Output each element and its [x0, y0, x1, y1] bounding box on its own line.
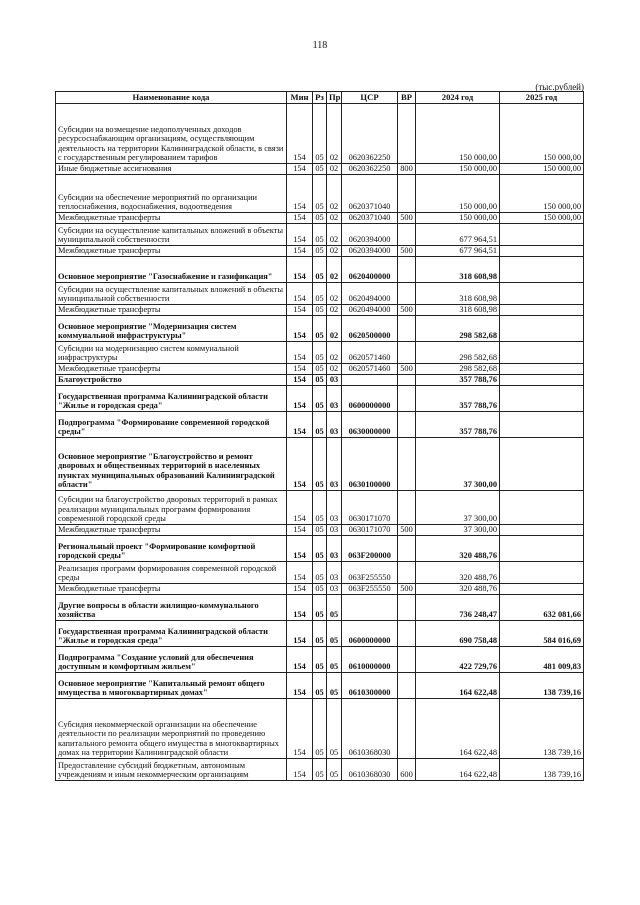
row-csr-cell: 0620362250 — [342, 104, 398, 164]
row-name-cell: Государственная программа Калининградской области "Жилье и городская среда" — [56, 386, 287, 412]
row-pr-cell: 05 — [327, 621, 342, 647]
row-pr-cell: 03 — [327, 584, 342, 595]
row-2025-cell: 584 016,69 — [500, 621, 584, 647]
row-2024-cell: 677 964,51 — [416, 224, 500, 246]
row-csr-cell: 0620494000 — [342, 305, 398, 316]
row-csr-cell: 0600000000 — [342, 621, 398, 647]
row-vr-cell — [398, 257, 416, 283]
row-min-cell: 154 — [287, 104, 313, 164]
row-min-cell: 154 — [287, 621, 313, 647]
row-csr-cell: 0610000000 — [342, 647, 398, 673]
table-row — [56, 699, 584, 759]
row-pr-cell: 05 — [327, 759, 342, 781]
row-rz-cell: 05 — [313, 584, 327, 595]
row-vr-cell: 500 — [398, 213, 416, 224]
row-rz-cell: 05 — [313, 525, 327, 536]
row-2025-cell — [500, 491, 584, 525]
row-2025-cell: 632 081,66 — [500, 595, 584, 621]
row-csr-cell: 0620371040 — [342, 213, 398, 224]
table-row — [56, 224, 584, 246]
row-min-cell: 154 — [287, 342, 313, 364]
row-name-cell: Субсидии на модернизацию систем коммунальной инфраструктуры — [56, 342, 287, 364]
row-csr-cell: 0600000000 — [342, 386, 398, 412]
row-vr-cell: 800 — [398, 164, 416, 175]
row-min-cell: 154 — [287, 562, 313, 584]
row-pr-cell: 05 — [327, 595, 342, 621]
row-2025-cell — [500, 536, 584, 562]
row-csr-cell — [342, 595, 398, 621]
table-row — [56, 213, 584, 224]
row-min-cell: 154 — [287, 257, 313, 283]
row-csr-cell: 0620394000 — [342, 224, 398, 246]
header-csr: ЦСР — [342, 92, 398, 104]
row-2024-cell: 357 788,76 — [416, 375, 500, 386]
row-rz-cell: 05 — [313, 673, 327, 699]
row-csr-cell: 0630171070 — [342, 525, 398, 536]
row-csr-cell: 0630171070 — [342, 491, 398, 525]
row-min-cell: 154 — [287, 647, 313, 673]
row-pr-cell: 02 — [327, 104, 342, 164]
row-2024-cell: 357 788,76 — [416, 386, 500, 412]
row-name-cell: Другие вопросы в области жилищно-коммунального хозяйства — [56, 595, 287, 621]
row-2025-cell — [500, 257, 584, 283]
row-vr-cell — [398, 283, 416, 305]
row-csr-cell: 0620500000 — [342, 316, 398, 342]
row-rz-cell: 05 — [313, 412, 327, 438]
row-min-cell: 154 — [287, 175, 313, 213]
row-rz-cell: 05 — [313, 759, 327, 781]
row-2025-cell: 150 000,00 — [500, 164, 584, 175]
row-2024-cell: 37 300,00 — [416, 438, 500, 491]
row-2024-cell: 37 300,00 — [416, 491, 500, 525]
row-min-cell: 154 — [287, 213, 313, 224]
row-min-cell: 154 — [287, 364, 313, 375]
row-2024-cell: 150 000,00 — [416, 175, 500, 213]
table-row — [56, 412, 584, 438]
row-csr-cell: 0620362250 — [342, 164, 398, 175]
row-2025-cell — [500, 364, 584, 375]
table-body — [56, 104, 584, 781]
row-csr-cell: 0630100000 — [342, 438, 398, 491]
row-min-cell: 154 — [287, 759, 313, 781]
row-csr-cell: 0630000000 — [342, 412, 398, 438]
row-csr-cell: 0610368030 — [342, 699, 398, 759]
table-row — [56, 673, 584, 699]
row-vr-cell — [398, 621, 416, 647]
table-row — [56, 246, 584, 257]
row-2024-cell: 320 488,76 — [416, 562, 500, 584]
row-name-cell: Субсидия некоммерческой организации на обеспечение деятельности по реализации мероприятий по проведению капитального ремонта общего имущества в многоквартирных домах на территории Калининградской области — [56, 699, 287, 759]
row-pr-cell: 02 — [327, 164, 342, 175]
table-row — [56, 104, 584, 164]
row-min-cell: 154 — [287, 595, 313, 621]
row-name-cell: Межбюджетные трансферты — [56, 525, 287, 536]
row-pr-cell: 02 — [327, 316, 342, 342]
table-row — [56, 316, 584, 342]
row-name-cell: Субсидии на обеспечение мероприятий по организации теплоснабжения, водоснабжения, водоотведения — [56, 175, 287, 213]
row-name-cell: Межбюджетные трансферты — [56, 246, 287, 257]
row-vr-cell — [398, 316, 416, 342]
row-2025-cell: 150 000,00 — [500, 213, 584, 224]
header-name: Наименование кода — [56, 92, 287, 104]
table-header-row — [56, 92, 584, 104]
row-2025-cell — [500, 386, 584, 412]
header-2025: 2025 год — [500, 92, 584, 104]
row-pr-cell: 02 — [327, 283, 342, 305]
row-vr-cell — [398, 595, 416, 621]
row-csr-cell: 063F255550 — [342, 562, 398, 584]
row-vr-cell — [398, 104, 416, 164]
row-rz-cell: 05 — [313, 224, 327, 246]
row-2025-cell — [500, 224, 584, 246]
table-row — [56, 342, 584, 364]
row-min-cell: 154 — [287, 246, 313, 257]
row-2025-cell — [500, 305, 584, 316]
row-rz-cell: 05 — [313, 647, 327, 673]
row-pr-cell: 02 — [327, 224, 342, 246]
row-name-cell: Субсидии на осуществление капитальных вложений в объекты муниципальной собственности — [56, 224, 287, 246]
row-vr-cell — [398, 491, 416, 525]
row-name-cell: Реализация программ формирования современной городской среды — [56, 562, 287, 584]
row-csr-cell: 063F200000 — [342, 536, 398, 562]
row-min-cell: 154 — [287, 699, 313, 759]
row-vr-cell — [398, 386, 416, 412]
table-row — [56, 525, 584, 536]
row-2025-cell — [500, 584, 584, 595]
header-rz: Рз — [313, 92, 327, 104]
row-rz-cell: 05 — [313, 595, 327, 621]
row-csr-cell: 0620400000 — [342, 257, 398, 283]
header-pr: Пр — [327, 92, 342, 104]
row-vr-cell — [398, 224, 416, 246]
row-2024-cell: 164 622,48 — [416, 699, 500, 759]
row-min-cell: 154 — [287, 224, 313, 246]
row-rz-cell: 05 — [313, 213, 327, 224]
row-name-cell: Межбюджетные трансферты — [56, 213, 287, 224]
row-name-cell: Подпрограмма "Создание условий для обеспечения доступным и комфортным жильем" — [56, 647, 287, 673]
row-name-cell: Субсидии на осуществление капитальных вложений в объекты муниципальной собственности — [56, 283, 287, 305]
row-rz-cell: 05 — [313, 283, 327, 305]
row-rz-cell: 05 — [313, 491, 327, 525]
table-row — [56, 386, 584, 412]
row-2024-cell: 318 608,98 — [416, 257, 500, 283]
row-pr-cell: 05 — [327, 673, 342, 699]
row-2024-cell: 150 000,00 — [416, 104, 500, 164]
row-vr-cell — [398, 562, 416, 584]
row-min-cell: 154 — [287, 164, 313, 175]
row-min-cell: 154 — [287, 412, 313, 438]
row-name-cell: Субсидии на благоустройство дворовых территорий в рамках реализации муниципальных программ формирования современной городской среды — [56, 491, 287, 525]
row-name-cell: Подпрограмма "Формирование современной городской среды" — [56, 412, 287, 438]
table-row — [56, 595, 584, 621]
page-number: 118 — [312, 40, 328, 51]
row-name-cell: Предоставление субсидий бюджетным, автономным учреждениям и иным некоммерческим организациям — [56, 759, 287, 781]
row-2025-cell: 138 739,16 — [500, 673, 584, 699]
row-name-cell: Основное мероприятие "Капитальный ремонт общего имущества в многоквартирных домах" — [56, 673, 287, 699]
row-2024-cell: 164 622,48 — [416, 759, 500, 781]
row-pr-cell: 02 — [327, 305, 342, 316]
header-min: Мин — [287, 92, 313, 104]
table-row — [56, 375, 584, 386]
row-csr-cell: 0610300000 — [342, 673, 398, 699]
row-name-cell: Государственная программа Калининградской области "Жилье и городская среда" — [56, 621, 287, 647]
row-2025-cell: 150 000,00 — [500, 104, 584, 164]
row-rz-cell: 05 — [313, 364, 327, 375]
table-row — [56, 536, 584, 562]
row-2025-cell: 138 739,16 — [500, 759, 584, 781]
row-name-cell: Межбюджетные трансферты — [56, 305, 287, 316]
table-row — [56, 175, 584, 213]
table-row — [56, 759, 584, 781]
header-2024: 2024 год — [416, 92, 500, 104]
row-vr-cell — [398, 412, 416, 438]
row-rz-cell: 05 — [313, 246, 327, 257]
row-vr-cell: 500 — [398, 305, 416, 316]
row-min-cell: 154 — [287, 491, 313, 525]
row-rz-cell: 05 — [313, 375, 327, 386]
row-name-cell: Иные бюджетные ассигнования — [56, 164, 287, 175]
row-2025-cell — [500, 246, 584, 257]
row-name-cell: Региональный проект "Формирование комфортной городской среды" — [56, 536, 287, 562]
row-csr-cell: 0620571460 — [342, 364, 398, 375]
row-rz-cell: 05 — [313, 536, 327, 562]
row-2025-cell: 138 739,16 — [500, 699, 584, 759]
row-rz-cell: 05 — [313, 316, 327, 342]
table-row — [56, 305, 584, 316]
row-pr-cell: 03 — [327, 536, 342, 562]
row-rz-cell: 05 — [313, 305, 327, 316]
row-rz-cell: 05 — [313, 621, 327, 647]
row-name-cell: Основное мероприятие "Газоснабжение и газификация" — [56, 257, 287, 283]
row-csr-cell: 0620571460 — [342, 342, 398, 364]
row-2024-cell: 677 964,51 — [416, 246, 500, 257]
row-vr-cell: 500 — [398, 246, 416, 257]
table-row — [56, 491, 584, 525]
row-vr-cell — [398, 175, 416, 213]
row-vr-cell — [398, 647, 416, 673]
row-name-cell: Межбюджетные трансферты — [56, 584, 287, 595]
row-vr-cell: 600 — [398, 759, 416, 781]
row-vr-cell: 500 — [398, 364, 416, 375]
row-vr-cell — [398, 375, 416, 386]
row-name-cell: Благоустройство — [56, 375, 287, 386]
row-2024-cell: 422 729,76 — [416, 647, 500, 673]
row-2024-cell: 736 248,47 — [416, 595, 500, 621]
row-pr-cell: 02 — [327, 342, 342, 364]
table-row — [56, 647, 584, 673]
row-2025-cell — [500, 375, 584, 386]
row-vr-cell — [398, 673, 416, 699]
row-csr-cell: 0610368030 — [342, 759, 398, 781]
row-vr-cell — [398, 342, 416, 364]
budget-table — [55, 91, 584, 781]
row-rz-cell: 05 — [313, 164, 327, 175]
row-vr-cell: 500 — [398, 584, 416, 595]
row-csr-cell: 0620394000 — [342, 246, 398, 257]
table-row — [56, 621, 584, 647]
row-pr-cell: 02 — [327, 213, 342, 224]
row-2025-cell — [500, 316, 584, 342]
row-min-cell: 154 — [287, 305, 313, 316]
table-row — [56, 364, 584, 375]
row-rz-cell: 05 — [313, 175, 327, 213]
table-row — [56, 164, 584, 175]
row-pr-cell: 03 — [327, 386, 342, 412]
row-pr-cell: 03 — [327, 412, 342, 438]
row-2024-cell: 318 608,98 — [416, 305, 500, 316]
row-rz-cell: 05 — [313, 342, 327, 364]
row-name-cell: Основное мероприятие "Модернизация систем коммунальной инфраструктуры" — [56, 316, 287, 342]
row-2025-cell — [500, 525, 584, 536]
row-min-cell: 154 — [287, 283, 313, 305]
row-2024-cell: 150 000,00 — [416, 213, 500, 224]
table-row — [56, 584, 584, 595]
row-2025-cell — [500, 342, 584, 364]
row-csr-cell: 063F255550 — [342, 584, 398, 595]
row-pr-cell: 05 — [327, 699, 342, 759]
row-rz-cell: 05 — [313, 438, 327, 491]
row-2024-cell: 320 488,76 — [416, 536, 500, 562]
row-2024-cell: 690 758,48 — [416, 621, 500, 647]
row-rz-cell: 05 — [313, 386, 327, 412]
row-2025-cell — [500, 562, 584, 584]
row-2025-cell — [500, 438, 584, 491]
row-pr-cell: 02 — [327, 175, 342, 213]
table-row — [56, 562, 584, 584]
row-2024-cell: 150 000,00 — [416, 164, 500, 175]
row-2025-cell — [500, 412, 584, 438]
row-csr-cell: 0620371040 — [342, 175, 398, 213]
row-min-cell: 154 — [287, 536, 313, 562]
row-2024-cell: 298 582,68 — [416, 316, 500, 342]
row-vr-cell: 500 — [398, 525, 416, 536]
table-row — [56, 283, 584, 305]
row-pr-cell: 03 — [327, 375, 342, 386]
row-vr-cell — [398, 438, 416, 491]
row-min-cell: 154 — [287, 438, 313, 491]
row-pr-cell: 03 — [327, 562, 342, 584]
row-min-cell: 154 — [287, 386, 313, 412]
row-min-cell: 154 — [287, 316, 313, 342]
row-2025-cell — [500, 283, 584, 305]
row-rz-cell: 05 — [313, 562, 327, 584]
row-rz-cell: 05 — [313, 104, 327, 164]
row-2024-cell: 37 300,00 — [416, 525, 500, 536]
row-name-cell: Межбюджетные трансферты — [56, 364, 287, 375]
row-pr-cell: 02 — [327, 364, 342, 375]
row-pr-cell: 05 — [327, 647, 342, 673]
row-vr-cell — [398, 536, 416, 562]
row-2024-cell: 164 622,48 — [416, 673, 500, 699]
table-row — [56, 438, 584, 491]
row-pr-cell: 03 — [327, 438, 342, 491]
row-min-cell: 154 — [287, 525, 313, 536]
row-rz-cell: 05 — [313, 699, 327, 759]
row-2024-cell: 318 608,98 — [416, 283, 500, 305]
row-csr-cell — [342, 375, 398, 386]
row-2024-cell: 357 788,76 — [416, 412, 500, 438]
row-pr-cell: 03 — [327, 491, 342, 525]
row-name-cell: Основное мероприятие "Благоустройство и ремонт дворовых и общественных территорий в населенных пунктах муниципальных образований Калининградской области" — [56, 438, 287, 491]
row-csr-cell: 0620494000 — [342, 283, 398, 305]
row-pr-cell: 03 — [327, 525, 342, 536]
row-pr-cell: 02 — [327, 246, 342, 257]
row-min-cell: 154 — [287, 375, 313, 386]
row-name-cell: Субсидии на возмещение недополученных доходов ресурсоснабжающим организациям, осуществляющим деятельность на территории Калининградской области, в связи с государственным регулированием тарифов — [56, 104, 287, 164]
row-min-cell: 154 — [287, 673, 313, 699]
row-2024-cell: 320 488,76 — [416, 584, 500, 595]
row-2024-cell: 298 582,68 — [416, 364, 500, 375]
row-rz-cell: 05 — [313, 257, 327, 283]
row-2025-cell: 150 000,00 — [500, 175, 584, 213]
header-vr: ВР — [398, 92, 416, 104]
row-2024-cell: 298 582,68 — [416, 342, 500, 364]
table-row — [56, 257, 584, 283]
row-vr-cell — [398, 699, 416, 759]
row-2025-cell: 481 009,83 — [500, 647, 584, 673]
row-min-cell: 154 — [287, 584, 313, 595]
units-label: (тыс.рублей) — [535, 82, 584, 92]
row-pr-cell: 02 — [327, 257, 342, 283]
